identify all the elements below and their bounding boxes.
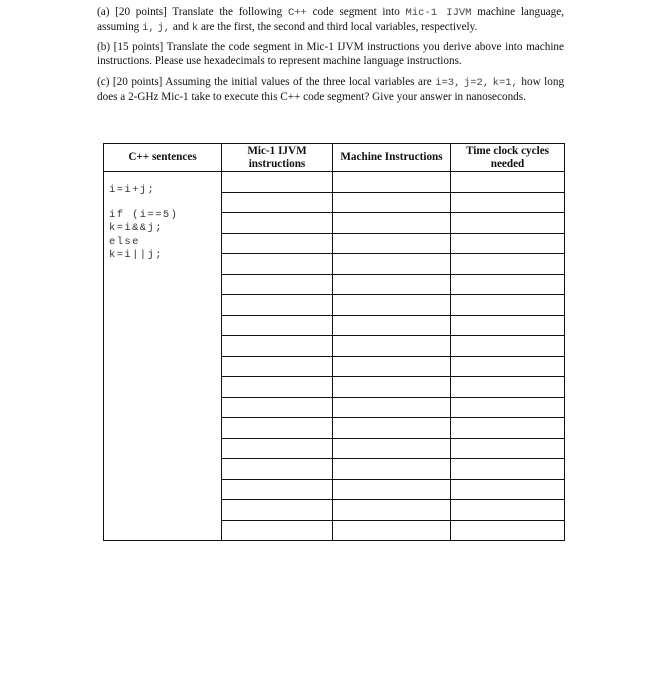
answer-cell-ijvm[interactable]	[222, 295, 333, 316]
answer-cell-ijvm[interactable]	[222, 172, 333, 193]
answer-cell-cycles[interactable]	[451, 274, 565, 295]
answer-cell-machine[interactable]	[333, 500, 451, 521]
answer-cell-ijvm[interactable]	[222, 397, 333, 418]
answer-cell-machine[interactable]	[333, 192, 451, 213]
answer-cell-machine[interactable]	[333, 172, 451, 193]
answer-cell-ijvm[interactable]	[222, 459, 333, 480]
answer-cell-machine[interactable]	[333, 479, 451, 500]
var-i: i,	[142, 22, 155, 34]
answer-cell-cycles[interactable]	[451, 192, 565, 213]
answer-cell-ijvm[interactable]	[222, 438, 333, 459]
answer-cell-machine[interactable]	[333, 315, 451, 336]
table-header-row	[104, 144, 565, 172]
answer-cell-ijvm[interactable]	[222, 233, 333, 254]
answer-cell-ijvm[interactable]	[222, 377, 333, 398]
question-c-suffix: how long does a 2-GHz Mic-1 take to execute this C++ code segment? Give your answer in nanoseconds.	[97, 76, 565, 103]
answer-cell-cycles[interactable]	[451, 418, 565, 439]
question-c	[97, 75, 564, 104]
header-cpp-sentences: C++ sentences	[104, 144, 222, 172]
init-j: j=2,	[463, 77, 490, 89]
answer-cell-ijvm[interactable]	[222, 254, 333, 275]
answer-cell-cycles[interactable]	[451, 377, 565, 398]
answer-cell-machine[interactable]	[333, 459, 451, 480]
answer-cell-ijvm[interactable]	[222, 192, 333, 213]
code-line: k=i||j;	[109, 249, 163, 261]
answer-cell-cycles[interactable]	[451, 520, 565, 541]
answer-cell-machine[interactable]	[333, 254, 451, 275]
answer-cell-cycles[interactable]	[451, 479, 565, 500]
answer-cell-machine[interactable]	[333, 213, 451, 234]
answer-cell-cycles[interactable]	[451, 254, 565, 275]
question-a-text: (a) [20 points] Translate the following	[97, 6, 288, 18]
answer-cell-ijvm[interactable]	[222, 356, 333, 377]
answer-cell-ijvm[interactable]	[222, 213, 333, 234]
var-k: k	[191, 22, 199, 34]
answer-cell-cycles[interactable]	[451, 295, 565, 316]
code-target-label: Mic-1 IJVM	[405, 7, 472, 19]
question-a-text-3: machine language, assuming	[97, 6, 564, 33]
answer-cell-cycles[interactable]	[451, 459, 565, 480]
question-c-text: (c) [20 points] Assuming the initial values of the three local variables are	[97, 76, 436, 88]
answer-cell-machine[interactable]	[333, 295, 451, 316]
answer-cell-machine[interactable]	[333, 397, 451, 418]
header-clock-cycles: Time clock cycles needed	[451, 144, 565, 172]
header-machine-instructions: Machine Instructions	[333, 144, 451, 172]
answer-cell-machine[interactable]	[333, 418, 451, 439]
answer-cell-cycles[interactable]	[451, 438, 565, 459]
header-ijvm-instructions: Mic-1 IJVM instructions	[222, 144, 333, 172]
code-line: else	[109, 235, 140, 248]
answer-cell-machine[interactable]	[333, 336, 451, 357]
code-lang-label: C++	[287, 7, 307, 19]
init-k: k=1,	[492, 77, 518, 89]
answer-cell-cycles[interactable]	[451, 336, 565, 357]
answer-cell-machine[interactable]	[333, 356, 451, 377]
code-line: k=i&&j;	[109, 222, 163, 234]
answer-cell-cycles[interactable]	[451, 213, 565, 234]
answer-cell-ijvm[interactable]	[222, 336, 333, 357]
answer-cell-ijvm[interactable]	[222, 418, 333, 439]
question-a-and: and	[170, 21, 192, 33]
answer-cell-cycles[interactable]	[451, 397, 565, 418]
table-body	[104, 172, 565, 541]
table-row	[104, 172, 565, 193]
answer-cell-ijvm[interactable]	[222, 315, 333, 336]
var-j: j,	[157, 22, 171, 34]
answer-cell-ijvm[interactable]	[222, 274, 333, 295]
answer-cell-machine[interactable]	[333, 520, 451, 541]
cpp-code-cell	[104, 172, 222, 541]
answer-cell-ijvm[interactable]	[222, 500, 333, 521]
answer-cell-machine[interactable]	[333, 377, 451, 398]
answer-cell-cycles[interactable]	[451, 315, 565, 336]
question-a-text-2: code segment into	[306, 6, 406, 18]
question-a-suffix: are the first, the second and third local variables, respectively.	[198, 21, 478, 33]
answer-table	[103, 143, 565, 541]
question-a	[97, 5, 564, 35]
answer-cell-cycles[interactable]	[451, 356, 565, 377]
answer-cell-cycles[interactable]	[451, 500, 565, 521]
code-line: i=i+j;	[109, 184, 156, 196]
answer-cell-machine[interactable]	[333, 274, 451, 295]
answer-cell-cycles[interactable]	[451, 233, 565, 254]
code-line: if (i==5)	[109, 208, 179, 221]
answer-cell-cycles[interactable]	[451, 172, 565, 193]
answer-cell-machine[interactable]	[333, 233, 451, 254]
answer-cell-machine[interactable]	[333, 438, 451, 459]
answer-cell-ijvm[interactable]	[222, 520, 333, 541]
question-b: (b) [15 points] Translate the code segment in Mic-1 IJVM instructions you derive above into machine instructions. Please use hexadecimals to represent machine language instructions.	[97, 41, 564, 67]
init-i: i=3,	[435, 77, 461, 89]
answer-cell-ijvm[interactable]	[222, 479, 333, 500]
